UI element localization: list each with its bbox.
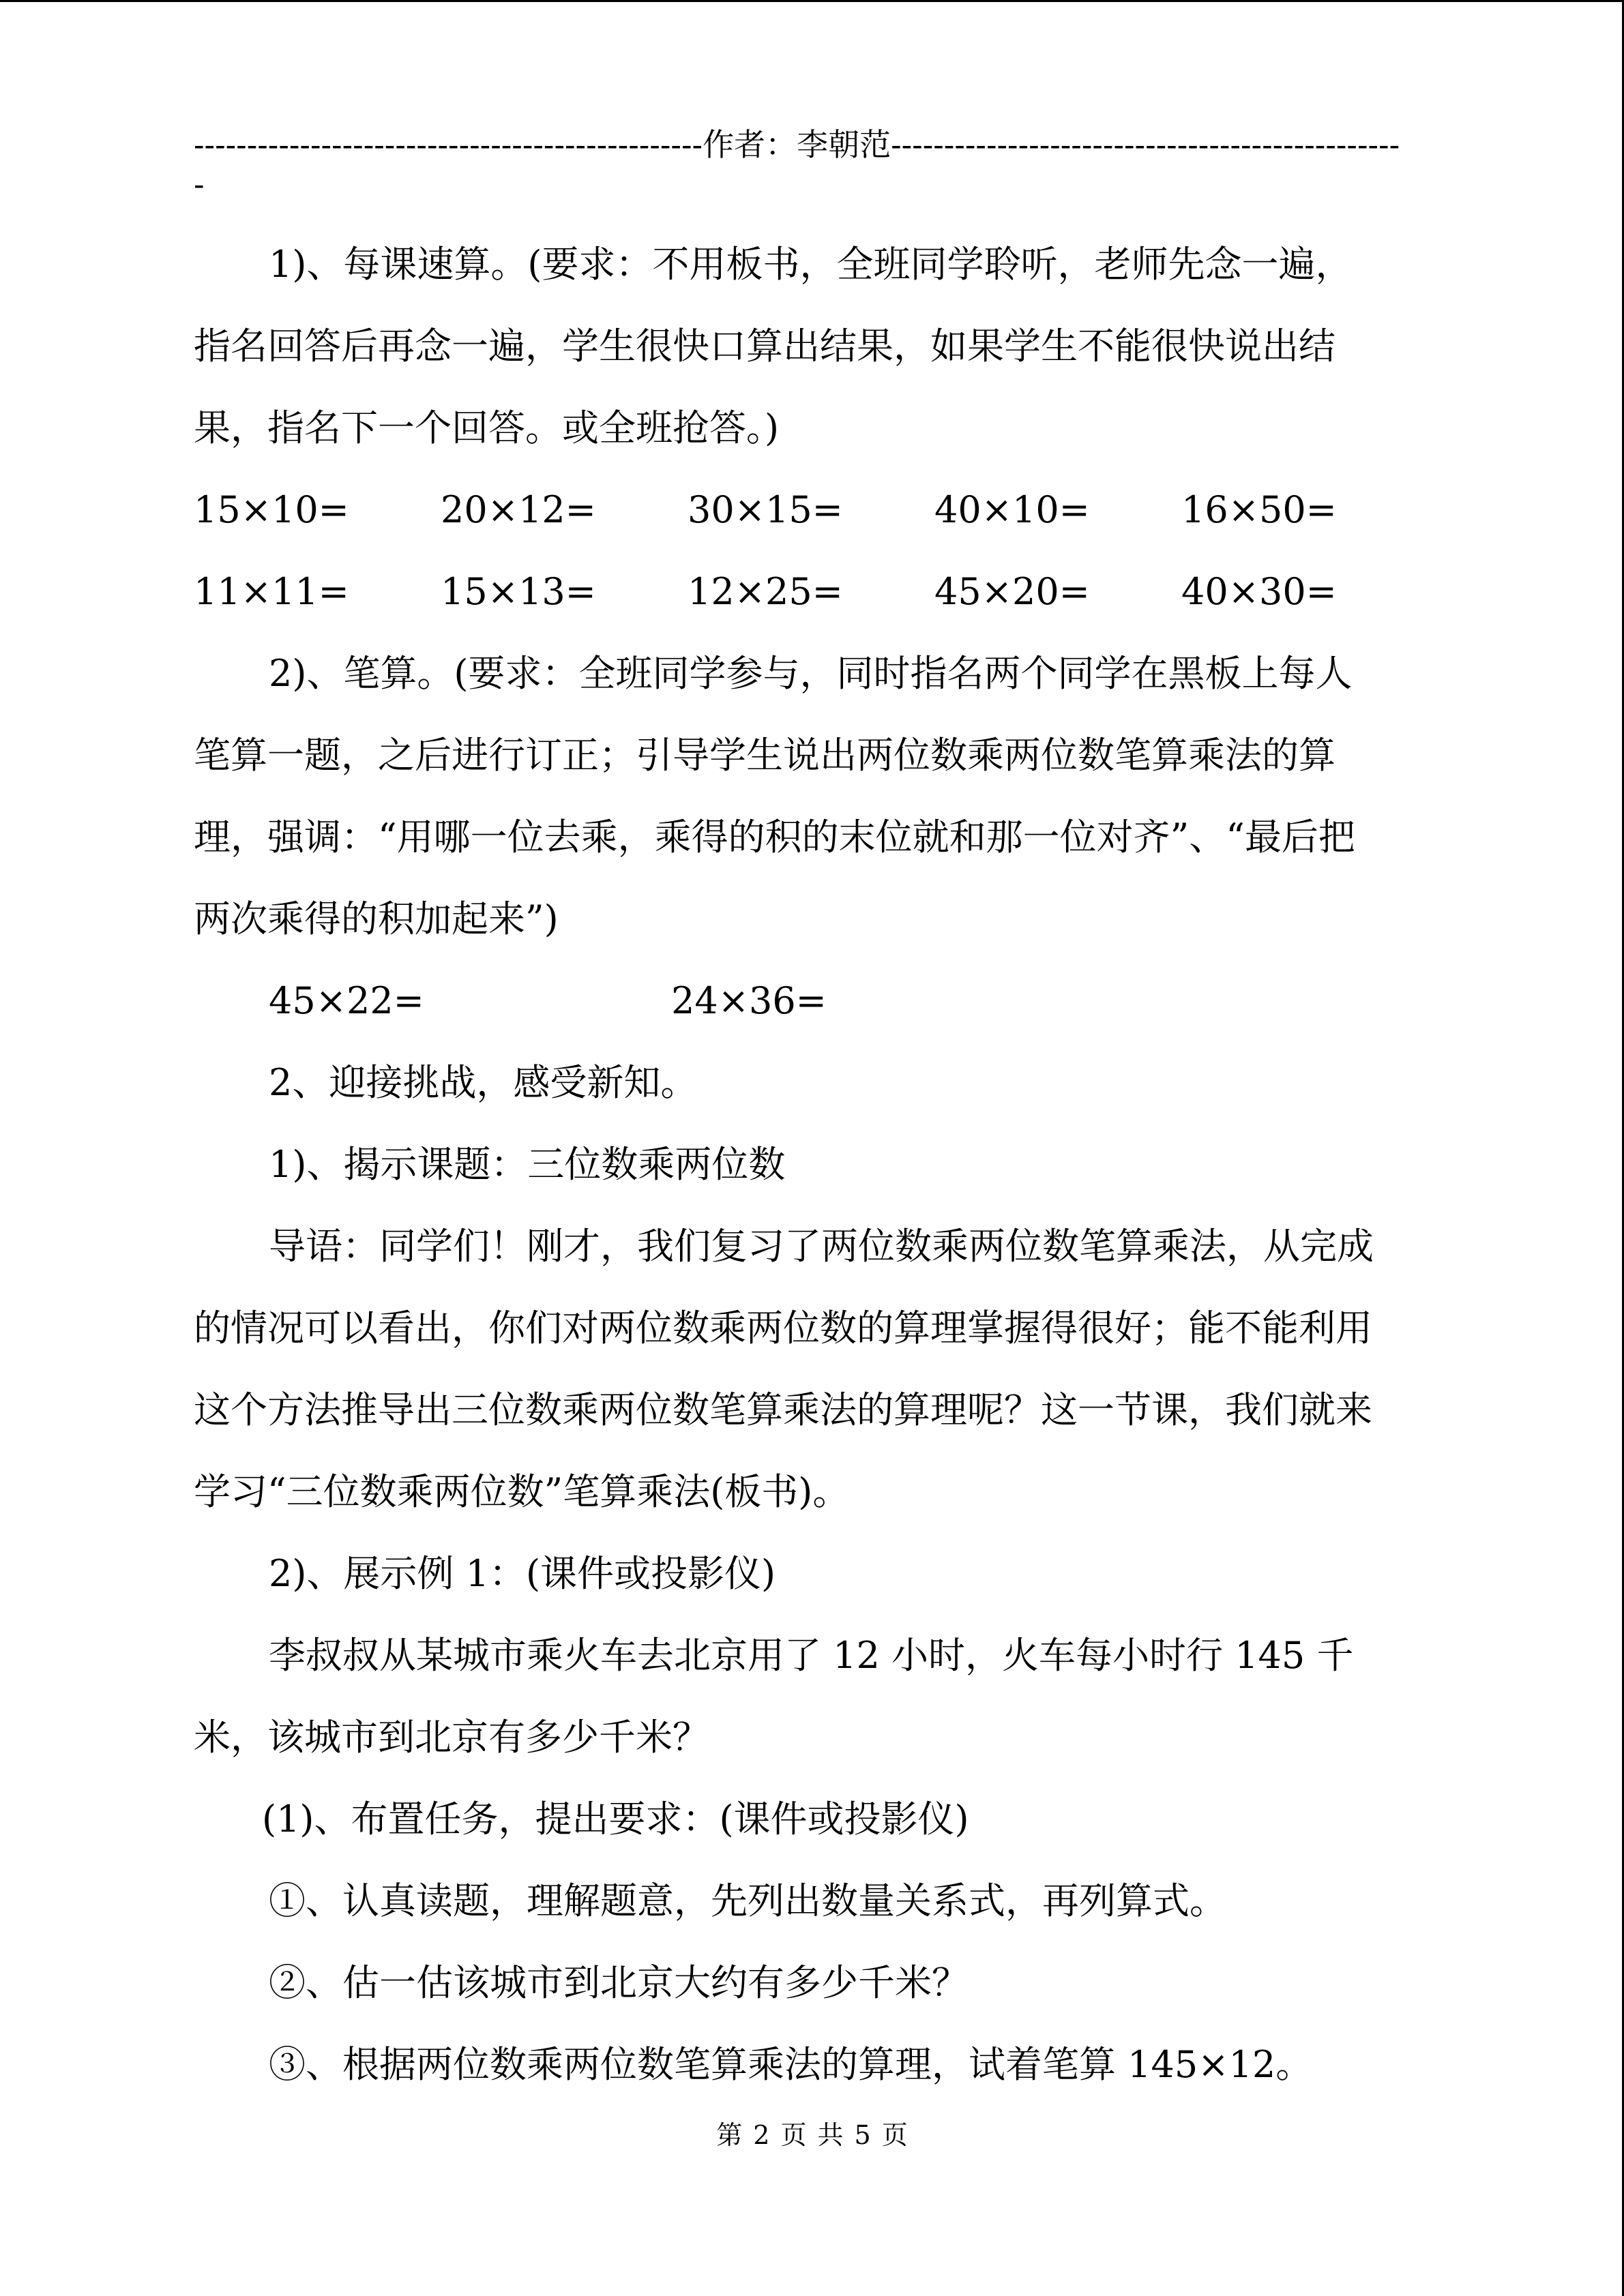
- oral-calc-item: 40×10=: [934, 488, 1090, 531]
- oral-calc-item: 45×20=: [934, 570, 1090, 613]
- task-item-3: ③、根据两位数乘两位数笔算乘法的算理，试着笔算 145×12。: [269, 2043, 1313, 2086]
- paragraph-oral-calc-intro-cont1: 指名回答后再念一遍，学生很快口算出结果，如果学生不能很快说出结: [194, 325, 1335, 368]
- paragraph-written-calc-intro-cont3: 两次乘得的积加起来”): [194, 897, 559, 940]
- footer-label-ye2: 页: [881, 2120, 908, 2150]
- written-calc-item: 45×22=: [269, 979, 424, 1022]
- footer-page-current: 2: [753, 2120, 770, 2150]
- paragraph-oral-calc-intro: 1)、每课速算。(要求：不用板书，全班同学聆听，老师先念一遍，: [269, 243, 1353, 286]
- written-calc-item: 24×36=: [671, 979, 827, 1022]
- paragraph-intro-speech: 导语：同学们！刚才，我们复习了两位数乘两位数笔算乘法，从完成: [269, 1225, 1374, 1268]
- paragraph-oral-calc-intro-cont2: 果，指名下一个回答。或全班抢答。): [194, 406, 780, 449]
- oral-calc-item: 15×10=: [194, 488, 349, 531]
- paragraph-intro-speech-cont1: 的情况可以看出，你们对两位数乘两位数的算理掌握得很好；能不能利用: [194, 1307, 1372, 1350]
- paragraph-written-calc-intro-cont2: 理，强调：“用哪一位去乘，乘得的积的末位就和那一位对齐”、“最后把: [194, 816, 1355, 859]
- paragraph-task-assignment: (1)、布置任务，提出要求：(课件或投影仪): [262, 1798, 969, 1840]
- oral-calc-row-2: [194, 551, 1428, 633]
- document-body: [194, 224, 1428, 2106]
- footer-label-ye: 页: [780, 2120, 807, 2150]
- author-header-tail: -: [194, 166, 205, 203]
- oral-calc-item: 40×30=: [1181, 570, 1337, 613]
- paragraph-intro-speech-cont2: 这个方法推导出三位数乘两位数笔算乘法的算理呢？这一节课，我们就来: [194, 1388, 1372, 1431]
- paragraph-written-calc-intro-cont1: 笔算一题，之后进行订正；引导学生说出两位数乘两位数笔算乘法的算: [194, 734, 1335, 777]
- paragraph-word-problem: 李叔叔从某城市乘火车去北京用了 12 小时，火车每小时行 145 千: [269, 1634, 1354, 1677]
- written-calc-row: [194, 960, 1428, 1042]
- task-item-2: ②、估一估该城市到北京大约有多少千米？: [269, 1961, 969, 2004]
- paragraph-word-problem-cont: 米，该城市到北京有多少千米？: [194, 1716, 709, 1759]
- oral-calc-row-1: [194, 469, 1428, 551]
- subsection-topic: 1)、揭示课题：三位数乘两位数: [269, 1143, 786, 1186]
- page-top-border: [0, 0, 1624, 2]
- oral-calc-item: 30×15=: [688, 488, 843, 531]
- oral-calc-item: 15×13=: [441, 570, 596, 613]
- page-footer: [0, 2118, 1624, 2152]
- subsection-example: 2)、展示例 1：(课件或投影仪): [269, 1552, 776, 1595]
- oral-calc-item: 12×25=: [688, 570, 843, 613]
- task-item-1: ①、认真读题，理解题意，先列出数量关系式，再列算式。: [269, 1879, 1226, 1922]
- footer-page-total: 5: [854, 2120, 871, 2150]
- author-header-line: ------------------------------------------------作者：李朝范------------------------------------------------: [194, 126, 1400, 163]
- footer-label-di: 第: [716, 2120, 743, 2150]
- paragraph-written-calc-intro: 2)、笔算。(要求：全班同学参与，同时指名两个同学在黑板上每人: [269, 652, 1353, 695]
- footer-label-gong: 共: [817, 2120, 844, 2150]
- paragraph-intro-speech-cont3: 学习“三位数乘两位数”笔算乘法(板书)。: [194, 1470, 850, 1513]
- oral-calc-item: 11×11=: [194, 570, 349, 613]
- oral-calc-item: 16×50=: [1181, 488, 1337, 531]
- oral-calc-item: 20×12=: [441, 488, 596, 531]
- section-heading-challenge: 2、迎接挑战，感受新知。: [269, 1061, 698, 1104]
